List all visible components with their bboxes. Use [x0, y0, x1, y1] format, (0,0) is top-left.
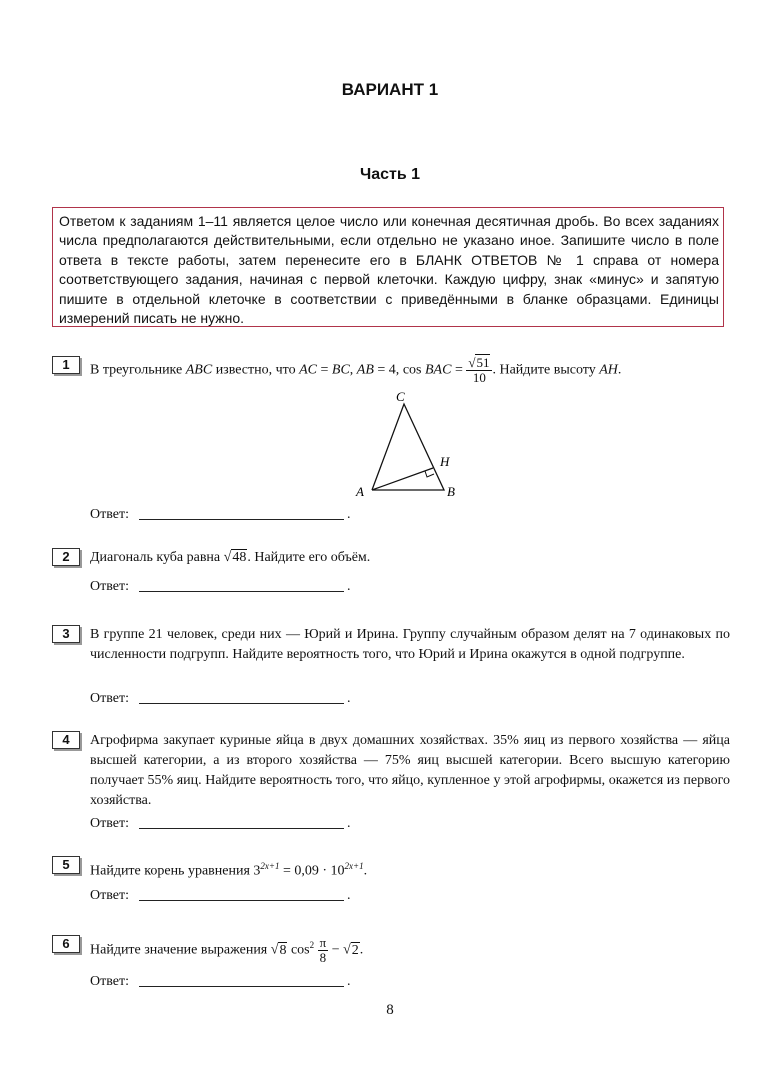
- page-number: 8: [386, 1002, 394, 1018]
- answer-row: Ответ: .: [90, 888, 351, 903]
- task-text: В группе 21 человек, среди них — Юрий и Ирина. Группу случайным образом делят на 7 одинаковых по численности подгрупп. Найдите вероятность того, что Юрий и Ирина окажутся в одной подгруппе.: [90, 627, 730, 662]
- answer-field[interactable]: [139, 505, 344, 520]
- vertex-label-a: A: [356, 484, 364, 498]
- answer-label: Ответ:: [90, 888, 129, 903]
- answer-label: Ответ:: [90, 579, 129, 594]
- task-number: 6: [52, 935, 80, 953]
- vertex-label-c: C: [396, 389, 405, 404]
- answer-row: Ответ: .: [90, 974, 351, 989]
- answer-label: Ответ:: [90, 507, 129, 522]
- triangle-figure: [348, 388, 468, 498]
- task-6: [52, 935, 737, 990]
- task-1: [52, 356, 737, 526]
- task-4: [52, 731, 737, 836]
- fraction: $\frac{\pi}{8}$: [319, 934, 327, 965]
- answer-row: Ответ: .: [90, 691, 351, 706]
- task-number: 3: [52, 625, 80, 643]
- variant-title: ВАРИАНТ 1: [341, 80, 439, 99]
- task-number: 5: [52, 856, 80, 874]
- answer-label: Ответ:: [90, 816, 129, 831]
- answer-field[interactable]: [139, 814, 344, 829]
- task-3: [52, 625, 737, 710]
- part-title: Часть 1: [359, 166, 421, 183]
- task-number: 1: [52, 356, 80, 374]
- answer-label: Ответ:: [90, 691, 129, 706]
- task-text: В треугольнике ABC известно, что AC = BC, AB = 4, cos BAC = $\frac{√51}{10}$ . Найдите высоту AH.: [90, 355, 622, 385]
- task-5: [52, 856, 737, 906]
- vertex-label-b: B: [447, 484, 455, 498]
- task-text: Диагональ куба равна √48. Найдите его объём.: [90, 550, 371, 565]
- answer-field[interactable]: [139, 972, 344, 987]
- task-number: 2: [52, 548, 80, 566]
- answer-row: Ответ: .: [90, 579, 351, 594]
- task-2: [52, 548, 737, 598]
- task-text: Найдите значение выражения √8 $\cos^2$ $\frac{\pi}{8}$ − √2.: [90, 934, 364, 965]
- task-text: Найдите корень уравнения $3^{2x+1} = 0,09 \cdot 10^{2x+1}$.: [90, 861, 368, 879]
- answer-row: Ответ: .: [90, 507, 351, 522]
- answer-field[interactable]: [139, 577, 344, 592]
- answer-row: Ответ: .: [90, 816, 351, 831]
- answer-label: Ответ:: [90, 974, 129, 989]
- answer-field[interactable]: [139, 689, 344, 704]
- task-text: Агрофирма закупает куриные яйца в двух домашних хозяйствах. 35% яиц из первого хозяйства — яйца высшей категории, а из второго хозяйства — 75% яиц высшей категории. Всего высшую категорию получает 55% яиц. Найдите вероятность того, что яйцо, купленное у этой агрофирмы, окажется из первого хозяйства.: [90, 733, 730, 808]
- answer-field[interactable]: [139, 886, 344, 901]
- fraction: $\frac{√51}{10}$: [466, 356, 492, 385]
- instructions-box: Ответом к заданиям 1–11 является целое число или конечная десятичная дробь. Во всех заданиях числа предполагаются действительными, если отдельно не указано иное. Запишите число в поле ответа в тексте работы, затем перенесите его в БЛАНК ОТВЕТОВ № 1 справа от номера соответствующего задания, начиная с первой клеточки. Каждую цифру, знак «минус» и запятую пишите в отдельной клеточке в соответствии с приведёнными в бланке образцами. Единицы измерений писать не нужно.: [52, 207, 724, 327]
- task-number: 4: [52, 731, 80, 749]
- vertex-label-h: H: [440, 454, 450, 469]
